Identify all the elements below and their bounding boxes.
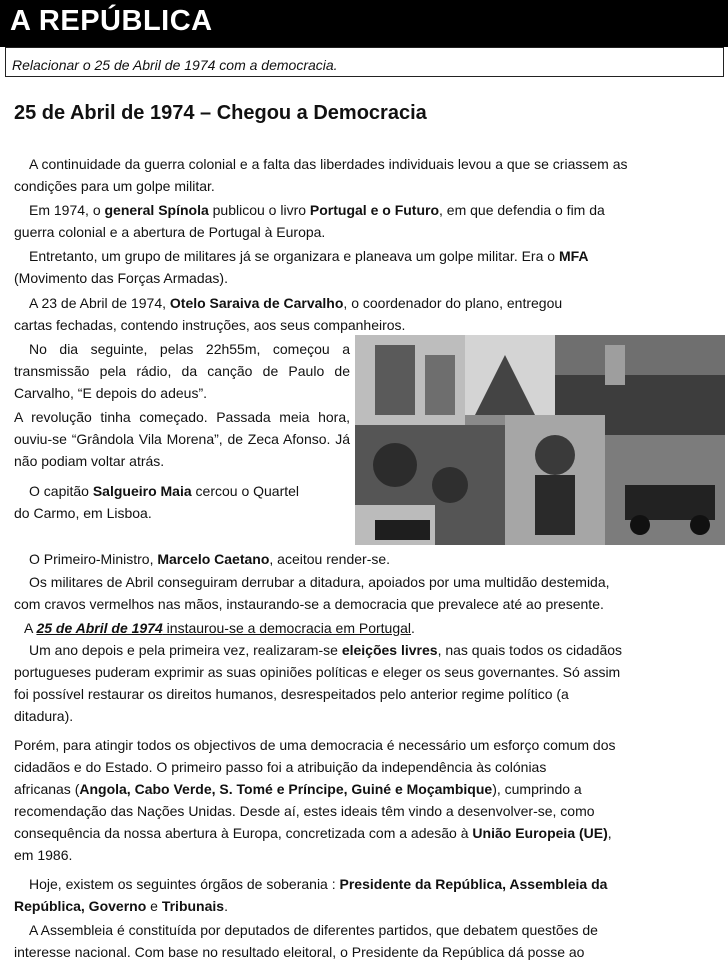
p7-line-2: do Carmo, em Lisboa. (14, 505, 152, 521)
p10-text-d: . (411, 620, 415, 636)
paragraph-7 (14, 480, 354, 524)
p10-text-c: instaurou-se a democracia em Portugal (162, 620, 412, 636)
objective-text: Relacionar o 25 de Abril de 1974 com a democracia. (12, 57, 338, 73)
p13-organs-2: República, Governo (14, 898, 147, 914)
p8-line-1 (14, 548, 726, 570)
section-heading: 25 de Abril de 1974 – Chegou a Democracia (14, 102, 427, 124)
p4-otelo: Otelo Saraiva de Carvalho (169, 295, 344, 311)
paragraph-14 (14, 919, 726, 963)
p13-text-a: Hoje, existem os seguintes órgãos de soberania : (29, 876, 340, 892)
p14-line-1: A Assembleia é constituída por deputados de diferentes partidos, que debatem questões de (29, 922, 598, 938)
paragraph-4 (14, 292, 726, 336)
p12-line-4: recomendação das Nações Unidas. Desde aí, estes ideais têm vindo a desenvolver-se, como (14, 803, 595, 819)
p2-text-c: publicou o livro (208, 202, 310, 218)
p11-text-c: , nas quais todos os cidadãos (437, 642, 623, 658)
p12-line-6: em 1986. (14, 847, 73, 863)
p12-text-5a: consequência da nossa abertura à Europa, concretizada com a adesão à (14, 825, 473, 841)
paragraph-6: A revolução tinha começado. Passada meia hora, ouviu-se “Grândola Vila Morena”, de Zeca Afonso. Já não podiam voltar atrás. (14, 409, 350, 469)
p11-line-1 (14, 639, 726, 661)
paragraph-9 (14, 571, 726, 615)
p13-line-2 (14, 895, 726, 917)
p8-marcelo-caetano: Marcelo Caetano (157, 551, 270, 567)
p11-line-2: portugueses puderam exprimir as suas opiniões políticas e eleger os seus governantes. Só assim (14, 664, 621, 680)
p12-text-3a: africanas ( (14, 781, 80, 797)
p2-text-e: , em que defendia o fim da (439, 202, 605, 218)
p10-line-1 (14, 617, 726, 639)
paragraph-12 (14, 734, 726, 866)
p8-text-a: O Primeiro-Ministro, (29, 551, 158, 567)
p11-line-4: ditadura). (14, 708, 74, 724)
p3-line-2: (Movimento das Forças Armadas). (14, 270, 228, 286)
p7-salgueiro-maia: Salgueiro Maia (92, 483, 192, 499)
p13-line-1 (14, 873, 726, 895)
paragraph-1 (14, 153, 726, 197)
p7-line-1 (14, 480, 354, 502)
p4-line-1 (14, 292, 726, 314)
p10-date: 25 de Abril de 1974 (36, 620, 163, 636)
p3-text-a: Entretanto, um grupo de militares já se organizara e planeava um golpe militar. Era o (29, 248, 559, 264)
p10-text-a: A (24, 620, 37, 636)
paragraph-3 (14, 245, 726, 289)
p3-line-1 (14, 245, 726, 267)
paragraph-5: No dia seguinte, pelas 22h55m, começou a transmissão pela rádio, da canção de Paulo de Carvalho, “E depois do adeus”. (14, 341, 350, 401)
paragraph-8 (14, 548, 726, 570)
p7-text-c: cercou o Quartel (191, 483, 300, 499)
p11-free-elections: eleições livres (341, 642, 438, 658)
p4-text-a: A 23 de Abril de 1974, (29, 295, 170, 311)
p2-book-title: Portugal e o Futuro (309, 202, 440, 218)
p12-text-3c: ), cumprindo a (492, 781, 582, 797)
p2-line-2: guerra colonial e a abertura de Portugal à Europa. (14, 224, 326, 240)
p9-line-1: Os militares de Abril conseguiram derrubar a ditadura, apoiados por uma multidão destemida, (29, 574, 610, 590)
p13-text-d: e (146, 898, 162, 914)
p2-line-1 (14, 199, 726, 221)
revolution-photo-collage (355, 335, 725, 545)
p12-eu: União Europeia (UE) (472, 825, 608, 841)
paragraph-2 (14, 199, 726, 243)
paragraph-13 (14, 873, 726, 917)
p1-line-1: A continuidade da guerra colonial e a falta das liberdades individuais levou a que se criassem as (29, 156, 628, 172)
p12-line-5 (14, 822, 726, 844)
p12-line-3 (14, 778, 726, 800)
p11-text-a: Um ano depois e pela primeira vez, realizaram-se (29, 642, 342, 658)
p13-text-f: . (224, 898, 228, 914)
p14-line-2: interesse nacional. Com base no resultado eleitoral, o Presidente da República dá posse ao (14, 944, 585, 960)
p2-general-spinola: general Spínola (104, 202, 209, 218)
p1-line-2: condições para um golpe militar. (14, 178, 215, 194)
p9-line-2: com cravos vermelhos nas mãos, instaurando-se a democracia que prevalece até ao presente. (14, 596, 604, 612)
collage-image (355, 335, 725, 545)
p8-text-c: , aceitou render-se. (269, 551, 391, 567)
title-bar (0, 0, 728, 47)
p12-colonies: Angola, Cabo Verde, S. Tomé e Príncipe, Guiné e Moçambique (79, 781, 493, 797)
p12-line-2: cidadãos e do Estado. O primeiro passo foi a atribuição da independência às colónias (14, 759, 547, 775)
p7-text-a: O capitão (29, 483, 93, 499)
p12-text-5c: , (607, 825, 612, 841)
p4-text-c: , o coordenador do plano, entregou (343, 295, 563, 311)
p13-organs-1: Presidente da República, Assembleia da (339, 876, 608, 892)
p12-line-1: Porém, para atingir todos os objectivos de uma democracia é necessário um esforço comum dos (14, 737, 616, 753)
paragraph-11 (14, 639, 726, 727)
p4-line-2: cartas fechadas, contendo instruções, aos seus companheiros. (14, 317, 406, 333)
p11-line-3: foi possível restaurar os direitos humanos, desrespeitados pelo anterior regime político (a (14, 686, 569, 702)
paragraph-10 (14, 617, 726, 639)
p13-tribunais: Tribunais (161, 898, 225, 914)
objective-box (5, 47, 724, 77)
page-title: A REPÚBLICA (10, 5, 213, 37)
p3-mfa: MFA (558, 248, 589, 264)
p2-text-a: Em 1974, o (29, 202, 105, 218)
